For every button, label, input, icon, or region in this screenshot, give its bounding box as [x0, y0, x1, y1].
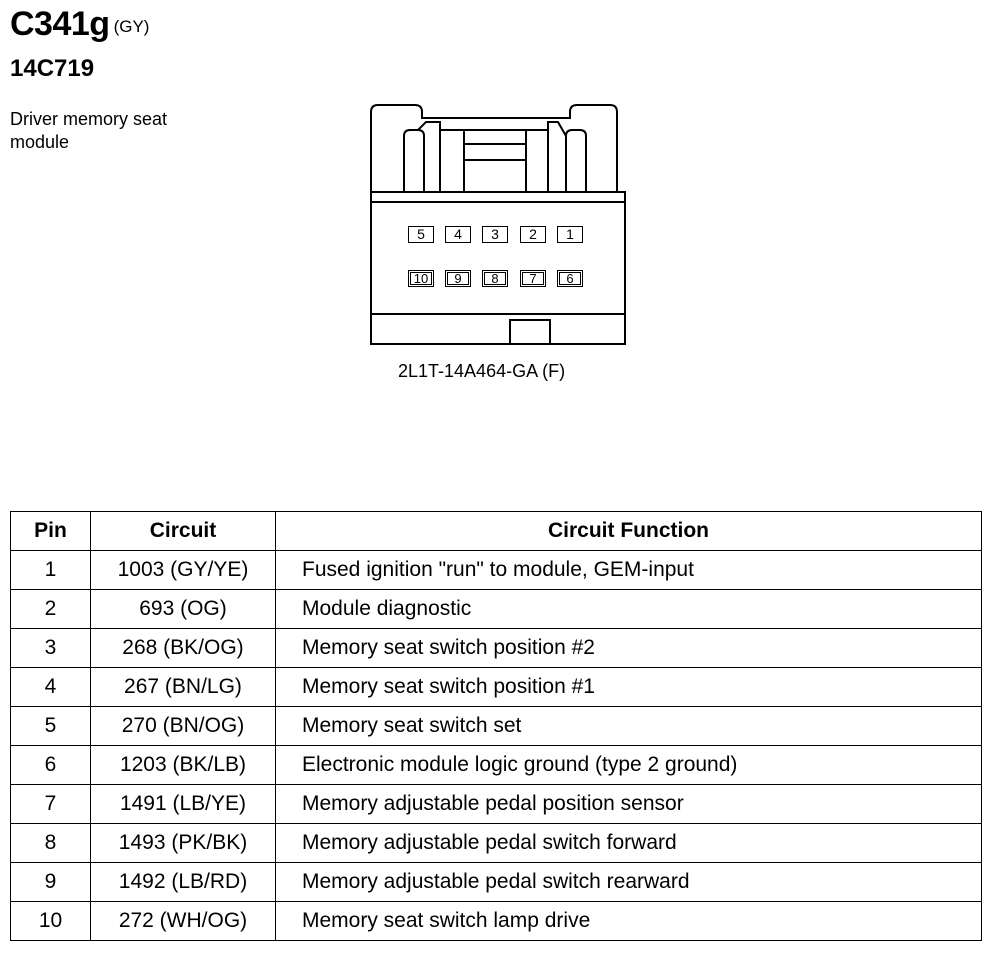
cavity-10: 10	[408, 270, 434, 287]
connector-title	[10, 4, 149, 44]
function-cell: Memory adjustable pedal position sensor	[276, 785, 982, 824]
table-row	[11, 902, 982, 941]
circuit-cell: 270 (BN/OG)	[91, 707, 276, 746]
circuit-cell: 1491 (LB/YE)	[91, 785, 276, 824]
circuit-cell: 272 (WH/OG)	[91, 902, 276, 941]
table-row	[11, 629, 982, 668]
circuit-cell: 1203 (BK/LB)	[91, 746, 276, 785]
pin-cell: 6	[11, 746, 91, 785]
pin-cell: 2	[11, 590, 91, 629]
header-pin: Pin	[11, 512, 91, 551]
table-row	[11, 824, 982, 863]
cavity-7: 7	[520, 270, 546, 287]
connector-color: (GY)	[113, 17, 150, 36]
connector-id: C341g	[10, 5, 110, 43]
table-row	[11, 785, 982, 824]
circuit-cell: 267 (BN/LG)	[91, 668, 276, 707]
component-description: Driver memory seat module	[10, 109, 168, 152]
right-latch-arm	[566, 130, 586, 192]
table-row	[11, 863, 982, 902]
pin-cell: 10	[11, 902, 91, 941]
circuit-cell: 1493 (PK/BK)	[91, 824, 276, 863]
cavity-1: 1	[557, 226, 583, 243]
function-cell: Memory adjustable pedal switch rearward	[276, 863, 982, 902]
part-number: 14C719	[10, 55, 95, 82]
table-row	[11, 746, 982, 785]
table-row	[11, 668, 982, 707]
table-row	[11, 590, 982, 629]
cavity-6: 6	[557, 270, 583, 287]
table-header-row	[11, 512, 982, 551]
cavity-4: 4	[445, 226, 471, 243]
pin-cell: 5	[11, 707, 91, 746]
pin-cell: 7	[11, 785, 91, 824]
left-latch-arm	[404, 130, 424, 192]
pin-cell: 3	[11, 629, 91, 668]
cavity-3: 3	[482, 226, 508, 243]
function-cell: Module diagnostic	[276, 590, 982, 629]
table-row	[11, 551, 982, 590]
circuit-cell: 1003 (GY/YE)	[91, 551, 276, 590]
cavity-5: 5	[408, 226, 434, 243]
connector-part-label: 2L1T-14A464-GA (F)	[398, 361, 566, 381]
function-cell: Memory seat switch position #2	[276, 629, 982, 668]
circuit-cell: 693 (OG)	[91, 590, 276, 629]
function-cell: Memory adjustable pedal switch forward	[276, 824, 982, 863]
latch-shroud	[371, 105, 617, 192]
header-circuit: Circuit	[91, 512, 276, 551]
cavity-9: 9	[445, 270, 471, 287]
function-cell: Memory seat switch position #1	[276, 668, 982, 707]
function-cell: Fused ignition "run" to module, GEM-input	[276, 551, 982, 590]
connector-body	[371, 192, 625, 344]
circuit-cell: 1492 (LB/RD)	[91, 863, 276, 902]
cavity-2: 2	[520, 226, 546, 243]
pin-cell: 8	[11, 824, 91, 863]
function-cell: Memory seat switch set	[276, 707, 982, 746]
function-cell: Electronic module logic ground (type 2 ground)	[276, 746, 982, 785]
pin-cell: 9	[11, 863, 91, 902]
cavity-8: 8	[482, 270, 508, 287]
table-row	[11, 707, 982, 746]
pinout-table	[10, 511, 982, 941]
pin-cell: 1	[11, 551, 91, 590]
circuit-cell: 268 (BK/OG)	[91, 629, 276, 668]
polarization-key	[510, 320, 550, 344]
pin-cell: 4	[11, 668, 91, 707]
header-circuit-function: Circuit Function	[276, 512, 982, 551]
function-cell: Memory seat switch lamp drive	[276, 902, 982, 941]
